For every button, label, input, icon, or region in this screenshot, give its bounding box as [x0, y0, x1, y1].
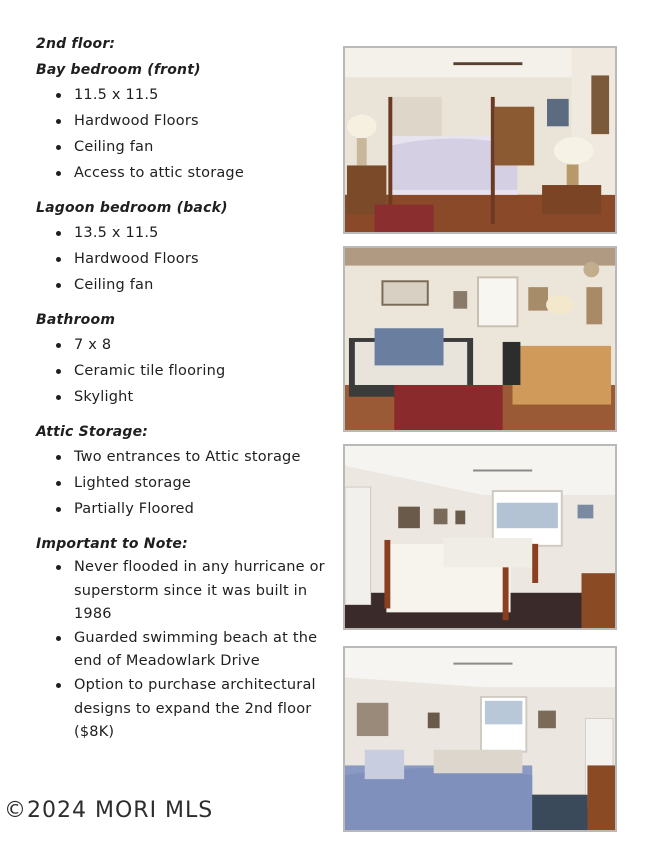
section-lagoon-bedroom [36, 198, 326, 298]
twin-bedroom-photo [343, 444, 617, 630]
list-item: Guarded swimming beach at the end of Meadowlark Drive [36, 627, 326, 674]
blue-bedroom-photo [343, 646, 617, 832]
section-title: Bathroom [36, 312, 116, 328]
list-item: Ceiling fan [36, 272, 326, 298]
section-bathroom [36, 310, 326, 410]
list-item: Access to attic storage [36, 160, 326, 186]
section-important-note [36, 534, 326, 745]
list-item: Ceiling fan [36, 134, 326, 160]
section-title: Attic Storage: [36, 424, 149, 440]
features-column [36, 34, 326, 757]
section-title: Lagoon bedroom (back) [36, 200, 228, 216]
list-item: Ceramic tile flooring [36, 358, 326, 384]
list-item: 7 x 8 [36, 332, 326, 358]
bay-bedroom-photo [343, 46, 617, 234]
list-item: Hardwood Floors [36, 246, 326, 272]
lagoon-bedroom-photo [343, 246, 617, 432]
list-item: 11.5 x 11.5 [36, 82, 326, 108]
section-bay-bedroom [36, 60, 326, 186]
list-item: Option to purchase architectural designs to expand the 2nd floor ($8K) [36, 674, 326, 745]
list-item: Never flooded in any hurricane or superstorm since it was built in 1986 [36, 556, 326, 627]
list-item: Lighted storage [36, 470, 326, 496]
floor-heading: 2nd floor: [36, 36, 116, 52]
section-title: Bay bedroom (front) [36, 62, 201, 78]
list-item: Skylight [36, 384, 326, 410]
section-title: Important to Note: [36, 536, 188, 552]
list-item: Hardwood Floors [36, 108, 326, 134]
section-attic-storage [36, 422, 326, 522]
watermark: ©2024 MORI MLS [4, 798, 214, 823]
list-item: Partially Floored [36, 496, 326, 522]
list-item: 13.5 x 11.5 [36, 220, 326, 246]
list-item: Two entrances to Attic storage [36, 444, 326, 470]
